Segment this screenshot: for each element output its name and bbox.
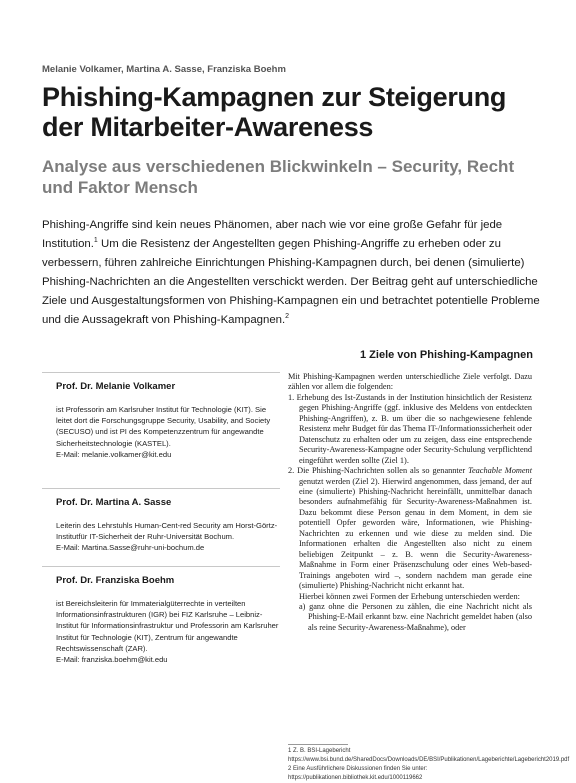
sub-list-item: a) ganz ohne die Personen zu zählen, die eine Nachricht nicht als Phishing-E-Mail erkannt bzw. eine Nachricht gemeldet haben (also als reine Security-Awareness-Maßnahme), oder [299,601,532,632]
sub-intro: Hierbei können zwei Formen der Erhebung unterschieden werden: [299,591,520,601]
bio-divider [42,372,280,373]
footnote-ref-2[interactable]: 2 [285,313,290,321]
footnote[interactable]: 1 Z. B. BSI-Lagebericht https://www.bsi.bund.de/SharedDocs/Downloads/DE/BSI/Publikationen/Lageberichte/Lagebericht2019.pdf [288,748,570,763]
body-intro: Mit Phishing-Kampagnen werden unterschiedliche Ziele verfolgt. Dazu zählen vor allem die folgenden: [288,372,532,392]
list-item [288,466,532,591]
bio-name: Prof. Dr. Franziska Boehm [56,575,175,586]
body-column [288,372,532,633]
abstract-text-1: Phishing-Angriffe sind kein neues Phänomen, aber nach wie vor eine große Gefahr für jede Institution. [42,219,503,250]
abstract-text-2: Um die Resistenz der Angestellten gegen Phishing-Angriffe zu erheben oder zu verbessern, führen zahlreiche Einrichtungen Phishing-Kampagnen durch, bei denen (simulierte) Phishing-Nachrichten an die Angestellten verschickt werden. Der Beitrag geht auf unterschiedliche Ziele und Ausgestaltungsformen von Phishing-Kampagnen ein und betrachtet potentielle Probleme und die Aussagekraft von Phishing-Kampagnen. [42,238,540,326]
bio-divider [42,488,280,489]
list-item-text: genutzt werden (Ziel 2). Hierwird angenommen, dass jemand, der auf eine (simulierte) Phishing-Nachricht hereinfällt, unmittelbar danach besonders aufnahmefähig für Security-Awareness-Maßnahmen ist. Dazu bekommt diese Person genau in dem Moment, in dem sie potentiell Opfer geworden wäre, Informationen, wie Phishing-Nachrichten zu erkennen und wie diese zu melden sind. Die Informationen erhalten die Angestellten also nicht zu einem beliebigen Zeitpunkt – z. B. wenn die Security-Awareness-Maßnahme in Form einer Präsenzschulung oder eines Web-based-Trainings angeboten wird –, sondern nachdem man gerade eine (simulierte) Phishing-Nachricht nicht erkannt hat. [299,476,532,591]
footnote-ref-1[interactable]: 1 [93,237,98,245]
bio-name: Prof. Dr. Melanie Volkamer [56,381,176,392]
bio-name: Prof. Dr. Martina A. Sasse [56,497,172,508]
list-item: 1. Erhebung des Ist-Zustands in der Institution hinsichtlich der Resistenz gegen Phishing-Angriffe (ggf. inklusive des Meldens von entdeckten Phishing-Angriffen), z. B. um über die so nachgewiesene fehlende Resistenz mehr Budget für das Thema IT-/Informationssicherheit oder Datenschutz zu erhalten oder um zu zeigen, dass eine entsprechende Security-Awareness-Kampagne oder Security-Schulung verpflichtend eingeführt werden sollte (Ziel 1). [288,392,532,465]
author-bio-sasse [42,488,280,554]
bio-email[interactable]: E-Mail: melanie.volkamer@kit.edu [56,449,172,459]
bio-text: ist Professorin am Karlsruher Institut für Technologie (KIT). Sie leitet dort die Forschungsgruppe Security, Usability, and Society (SECUSO) und ist PI des Kompetenzzentrum für angewandte Sicherheitstechnologie (KASTEL). [56,405,271,448]
footnotes [288,744,570,783]
emphasis-term: Teachable Moment [468,466,532,476]
authors: Melanie Volkamer, Martina A. Sasse, Franziska Boehm [42,64,286,75]
bio-email[interactable]: E-Mail: franziska.boehm@kit.edu [56,655,168,665]
bio-email[interactable]: E-Mail: Martina.Sasse@ruhr-uni-bochum.de [56,543,205,553]
footnote[interactable]: 2 Eine Ausführlichere Diskussionen finden Sie unter: https://publikationen.bibliothek.kit.edu/1000119662 [288,766,428,781]
bio-text: ist Bereichsleiterin für Immaterialgüterrechte in verteilten Informationsinfrastrukturen (IGR) bei FIZ Karlsruhe – Leibniz-Institut für Informationsinfrastruktur und Professorin am Karlsruher Institut für Technologie (KIT), Zentrum für angewandte Rechtswissenschaft (ZAR). [56,599,279,653]
bio-divider [42,566,280,567]
page-subtitle: Analyse aus verschiedenen Blickwinkeln – Security, Recht und Faktor Mensch [42,157,515,197]
abstract [42,216,542,330]
footnote-divider [288,744,348,745]
bio-text: Leiterin des Lehrstuhls Human-Cent-red Security am Horst-Görtz-Institutfür IT-Sicherheit der Ruhr-Universität Bochum. [56,521,278,542]
author-bio-volkamer [42,372,280,460]
section-heading: 1 Ziele von Phishing-Kampagnen [360,349,533,361]
author-bio-boehm [42,566,280,665]
list-item-text: 2. Die Phishing-Nachrichten sollen als so genannter [288,466,469,476]
page-title: Phishing-Kampagnen zur Steigerung der Mitarbeiter-Awareness [42,82,507,142]
